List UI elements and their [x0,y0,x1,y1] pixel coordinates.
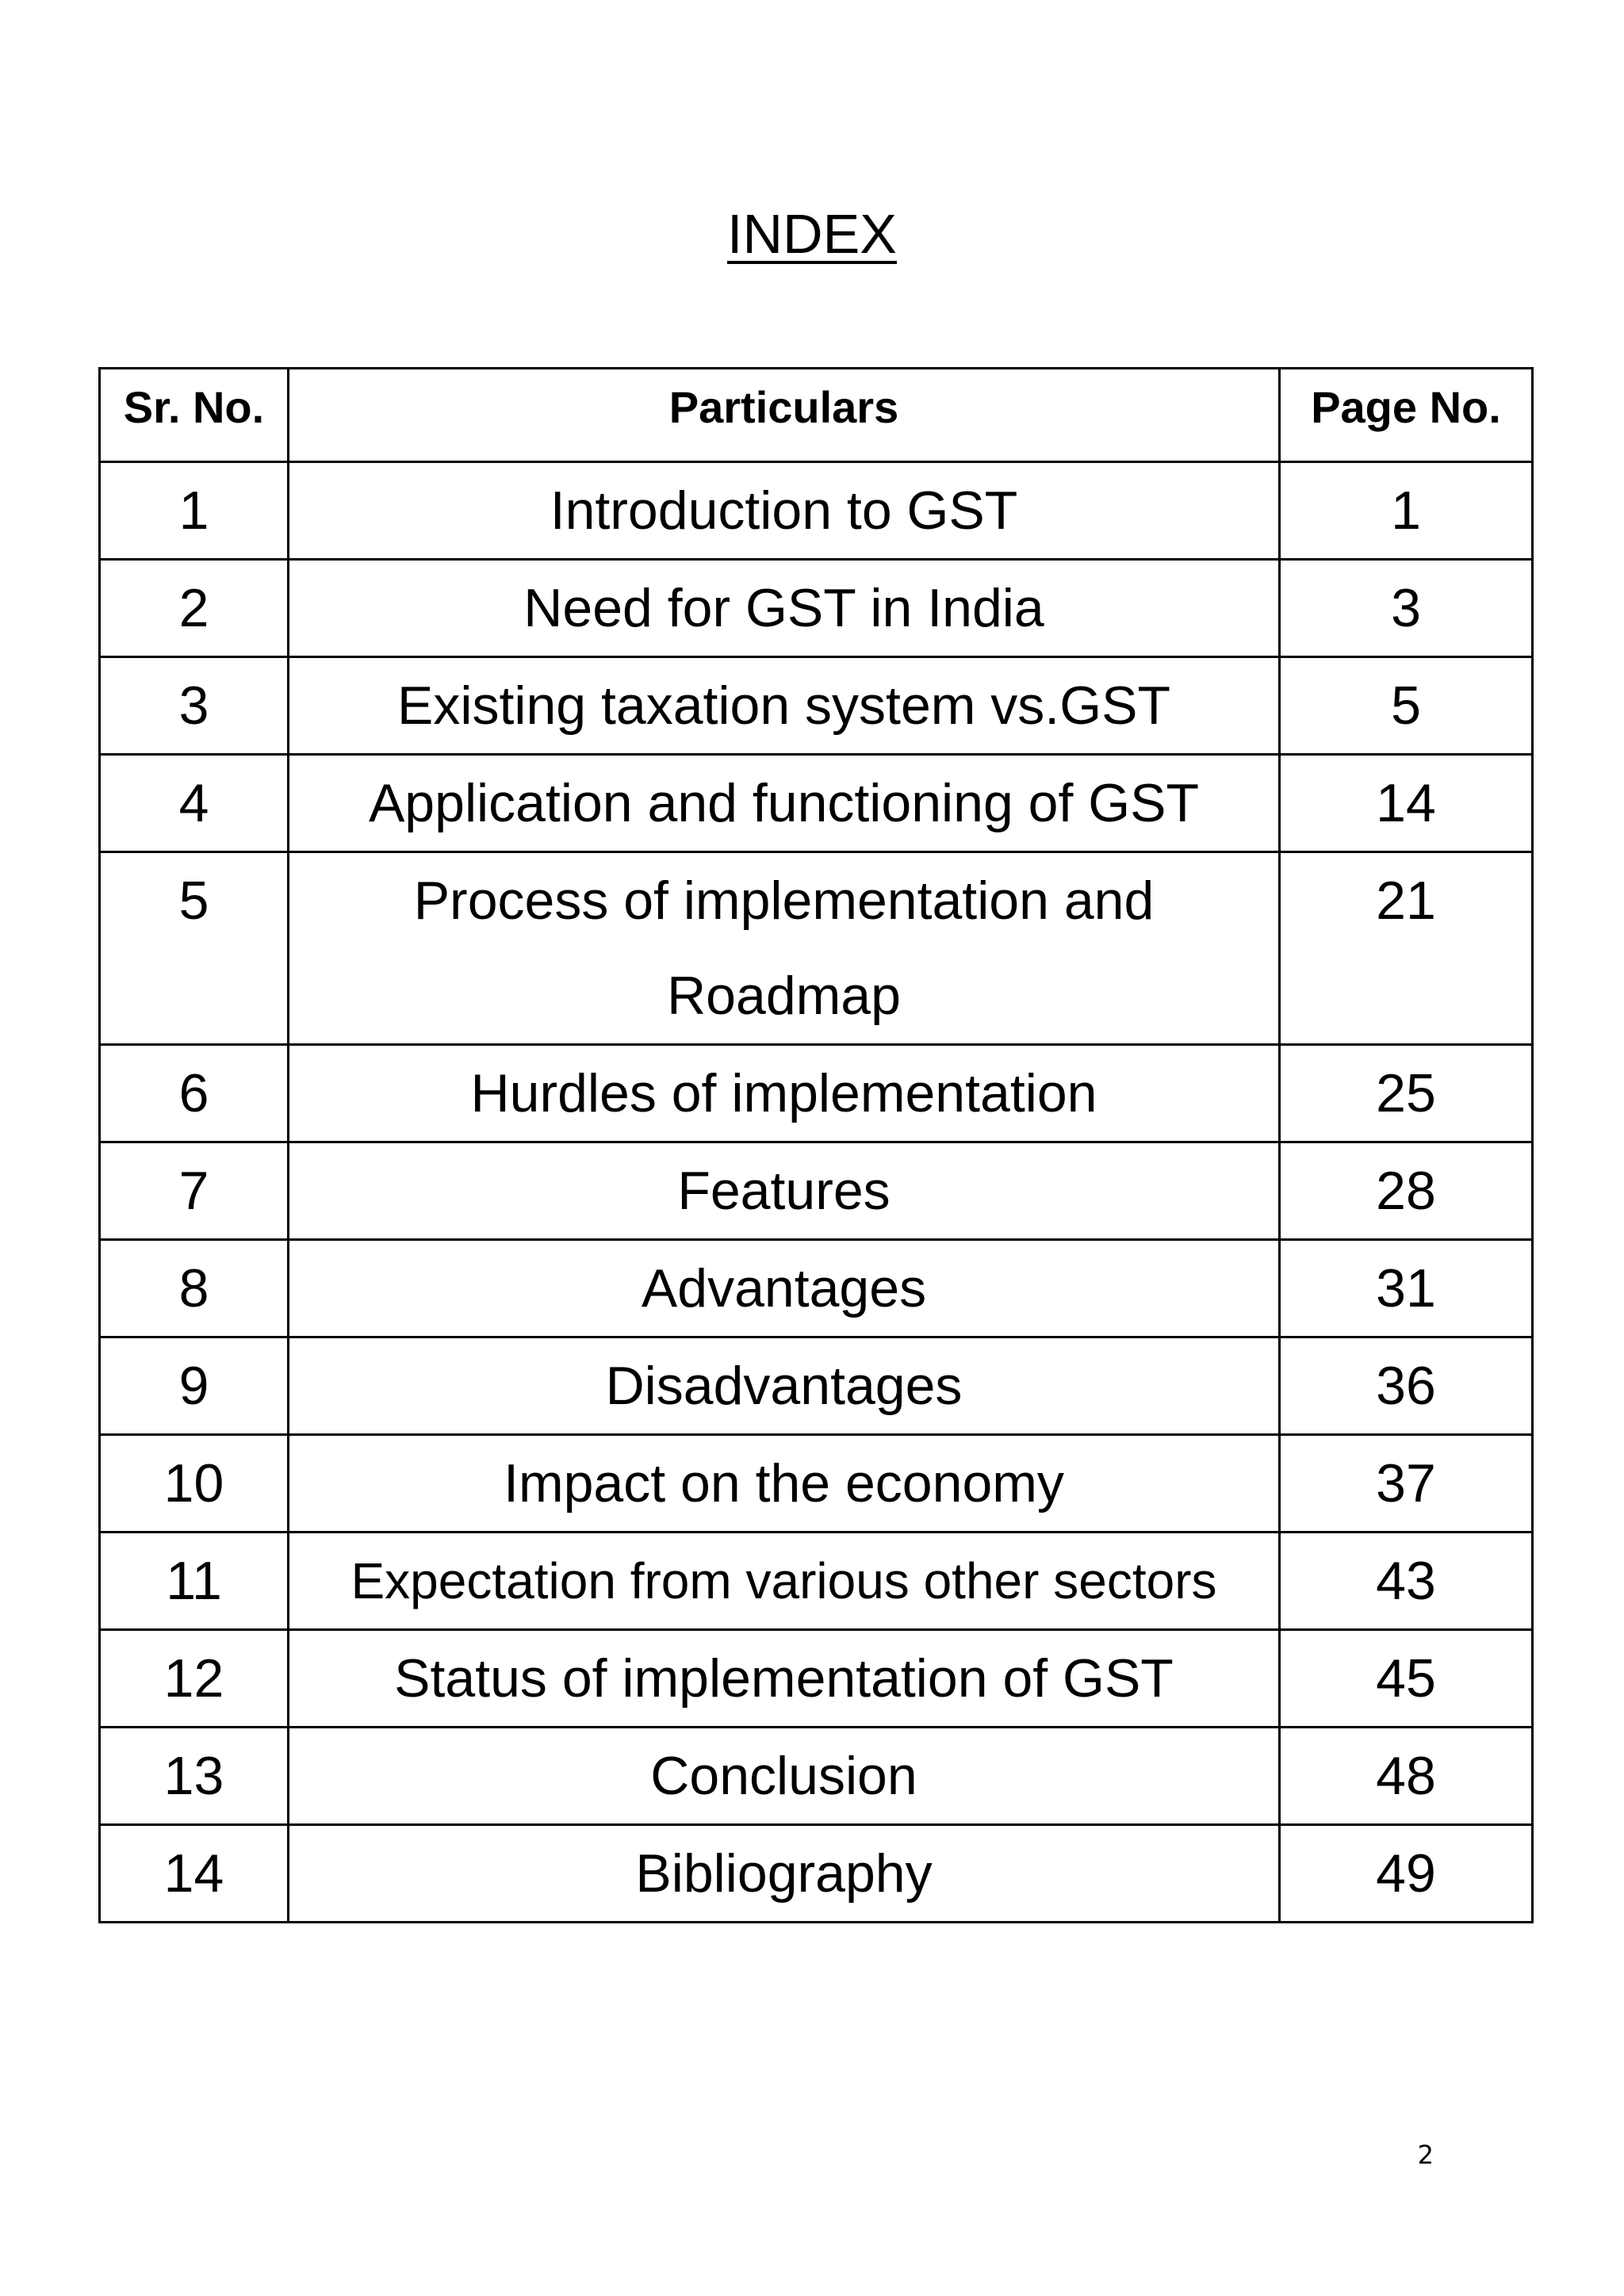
table-row [100,755,1533,852]
row-particulars: Process of implementation and Roadmap [289,852,1280,1045]
table-row [100,1240,1533,1337]
header-page-no: Page No. [1280,369,1533,462]
row-page-no: 31 [1280,1240,1533,1337]
row-page-no: 14 [1280,755,1533,852]
table-row [100,560,1533,657]
row-page-no: 5 [1280,657,1533,755]
row-particulars: Disadvantages [289,1337,1280,1435]
table-header-row [100,369,1533,462]
row-sr-no: 4 [100,755,289,852]
header-particulars: Particulars [289,369,1280,462]
row-particulars: Expectation from various other sectors [289,1533,1280,1630]
row-sr-no: 11 [100,1533,289,1630]
row-page-no: 37 [1280,1435,1533,1533]
table-row [100,1045,1533,1142]
row-page-no: 36 [1280,1337,1533,1435]
row-sr-no: 5 [100,852,289,1045]
table-row [100,1337,1533,1435]
row-particulars: Need for GST in India [289,560,1280,657]
row-page-no: 1 [1280,462,1533,560]
row-sr-no: 10 [100,1435,289,1533]
row-particulars: Conclusion [289,1728,1280,1825]
row-particulars: Advantages [289,1240,1280,1337]
row-particulars: Introduction to GST [289,462,1280,560]
row-sr-no: 7 [100,1142,289,1240]
table-row [100,1728,1533,1825]
row-sr-no: 9 [100,1337,289,1435]
row-sr-no: 6 [100,1045,289,1142]
row-particulars: Impact on the economy [289,1435,1280,1533]
row-sr-no: 8 [100,1240,289,1337]
table-row [100,1533,1533,1630]
row-sr-no: 13 [100,1728,289,1825]
row-page-no: 28 [1280,1142,1533,1240]
row-sr-no: 12 [100,1630,289,1728]
row-page-no: 48 [1280,1728,1533,1825]
row-page-no: 25 [1280,1045,1533,1142]
row-sr-no: 2 [100,560,289,657]
table-row [100,1142,1533,1240]
page-title: INDEX [727,203,897,265]
row-particulars: Status of implementation of GST [289,1630,1280,1728]
table-row [100,1435,1533,1533]
row-page-no: 49 [1280,1825,1533,1923]
table-row [100,852,1533,1045]
row-page-no: 45 [1280,1630,1533,1728]
row-particulars: Hurdles of implementation [289,1045,1280,1142]
page-number: 2 [1417,2140,1434,2170]
table-row [100,462,1533,560]
row-sr-no: 1 [100,462,289,560]
table-row [100,1630,1533,1728]
table-row [100,657,1533,755]
row-particulars: Existing taxation system vs.GST [289,657,1280,755]
header-sr-no: Sr. No. [100,369,289,462]
row-particulars: Application and functioning of GST [289,755,1280,852]
row-sr-no: 3 [100,657,289,755]
row-sr-no: 14 [100,1825,289,1923]
row-particulars: Bibliography [289,1825,1280,1923]
row-particulars: Features [289,1142,1280,1240]
row-page-no: 21 [1280,852,1533,1045]
index-table [98,367,1534,1923]
row-page-no: 43 [1280,1533,1533,1630]
row-page-no: 3 [1280,560,1533,657]
table-row [100,1825,1533,1923]
